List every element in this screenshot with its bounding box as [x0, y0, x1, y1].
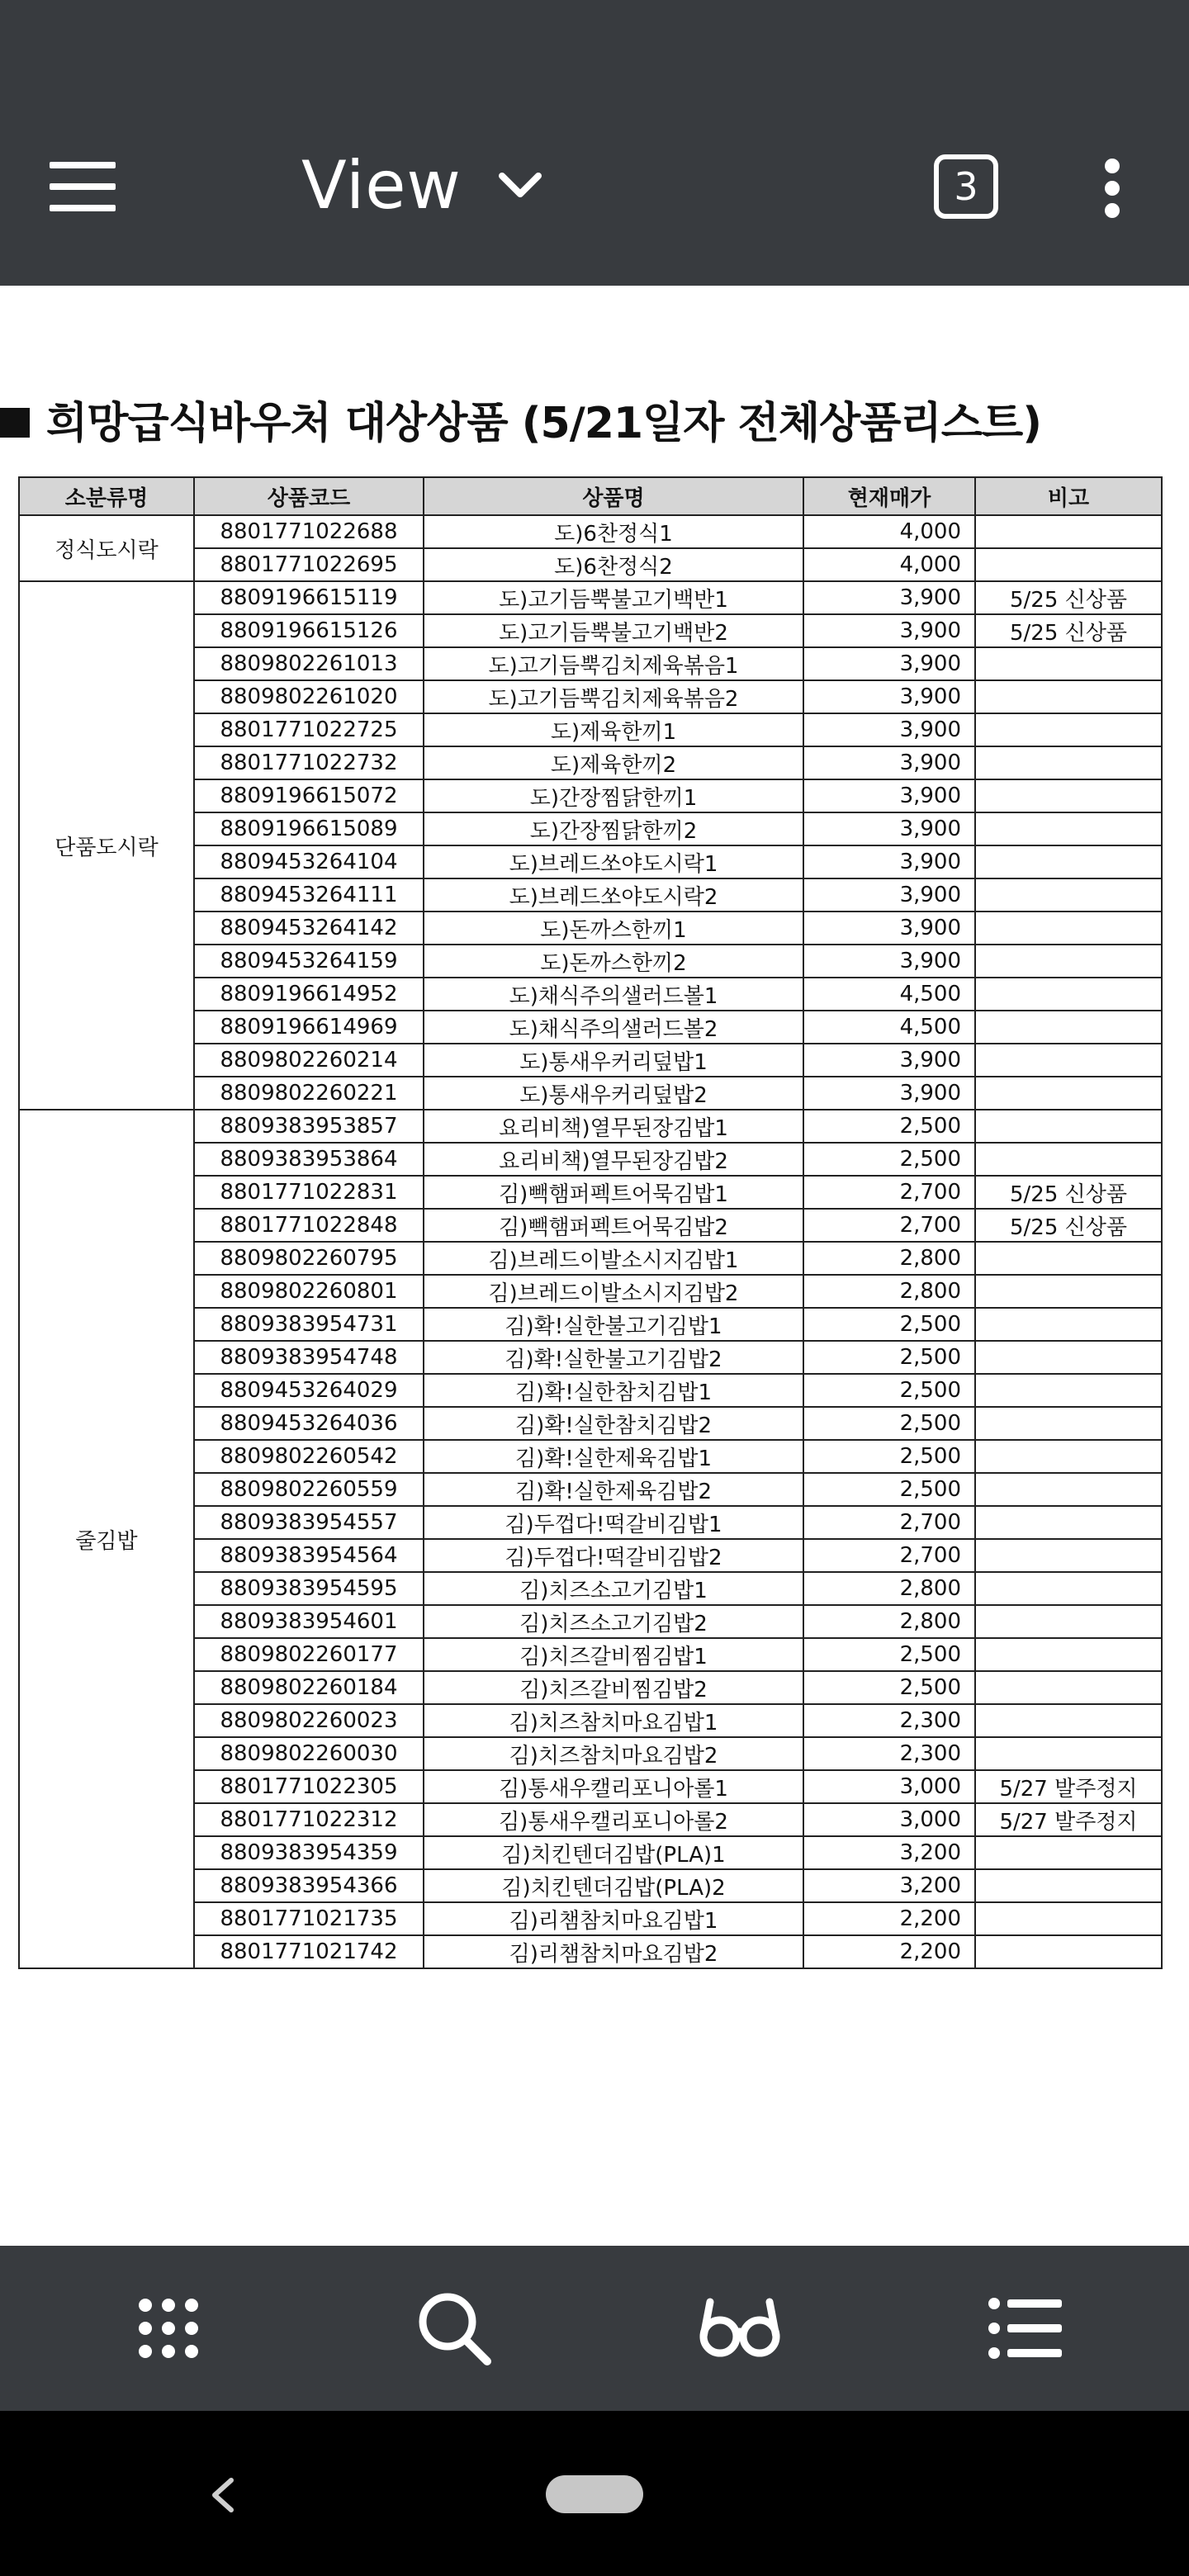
price-cell: 3,900 [803, 746, 975, 779]
name-cell: 김)확!실한제육김밥1 [424, 1440, 803, 1473]
note-cell [975, 978, 1162, 1011]
code-cell: 8801771022312 [194, 1803, 424, 1836]
price-cell: 3,200 [803, 1869, 975, 1902]
code-cell: 8809802260221 [194, 1077, 424, 1110]
code-cell: 8801771022725 [194, 713, 424, 746]
note-cell: 5/27 발주정지 [975, 1803, 1162, 1836]
grid-icon[interactable] [126, 2285, 211, 2371]
name-cell: 도)간장찜닭한끼2 [424, 812, 803, 845]
table-header-row [19, 477, 1162, 515]
note-cell [975, 1011, 1162, 1044]
note-cell [975, 515, 1162, 548]
price-cell: 4,000 [803, 548, 975, 581]
price-cell: 2,800 [803, 1605, 975, 1638]
table-row [19, 581, 1162, 614]
price-cell: 2,700 [803, 1209, 975, 1242]
note-cell [975, 1506, 1162, 1539]
note-cell [975, 1077, 1162, 1110]
code-cell: 8809453264159 [194, 945, 424, 978]
app-bar [0, 0, 1189, 286]
name-cell: 김)치즈참치마요김밥2 [424, 1737, 803, 1770]
code-cell: 8809453264104 [194, 845, 424, 878]
price-cell: 2,500 [803, 1638, 975, 1671]
code-cell: 8809802260214 [194, 1044, 424, 1077]
price-cell: 2,500 [803, 1473, 975, 1506]
price-cell: 2,300 [803, 1737, 975, 1770]
note-cell [975, 1572, 1162, 1605]
category-cell: 정식도시락 [19, 515, 194, 581]
chevron-down-icon[interactable] [495, 169, 545, 202]
bottom-toolbar [0, 2246, 1189, 2411]
name-cell: 김)빽햄퍼펙트어묵김밥1 [424, 1176, 803, 1209]
name-cell: 김)치즈참치마요김밥1 [424, 1704, 803, 1737]
code-cell: 8809196615072 [194, 779, 424, 812]
note-cell [975, 945, 1162, 978]
note-cell [975, 1473, 1162, 1506]
note-cell: 5/25 신상품 [975, 581, 1162, 614]
code-cell: 8809383954366 [194, 1869, 424, 1902]
name-cell: 요리비책)열무된장김밥1 [424, 1110, 803, 1143]
price-cell: 4,500 [803, 978, 975, 1011]
name-cell: 김)리챔참치마요김밥1 [424, 1902, 803, 1935]
note-cell [975, 548, 1162, 581]
price-cell: 3,000 [803, 1770, 975, 1803]
price-cell: 3,900 [803, 680, 975, 713]
name-cell: 도)제육한끼2 [424, 746, 803, 779]
search-icon[interactable] [411, 2285, 497, 2371]
back-icon[interactable] [206, 2477, 239, 2513]
name-cell: 도)고기듬뿍불고기백반1 [424, 581, 803, 614]
name-cell: 김)통새우캘리포니아롤1 [424, 1770, 803, 1803]
name-cell: 도)통새우커리덮밥2 [424, 1077, 803, 1110]
code-cell: 8809802260542 [194, 1440, 424, 1473]
price-cell: 3,900 [803, 945, 975, 978]
code-cell: 8809802261020 [194, 680, 424, 713]
code-cell: 8801771022305 [194, 1770, 424, 1803]
price-cell: 3,900 [803, 779, 975, 812]
note-cell: 5/25 신상품 [975, 1176, 1162, 1209]
price-cell: 4,000 [803, 515, 975, 548]
code-cell: 8809802260030 [194, 1737, 424, 1770]
name-cell: 김)확!실한참치김밥1 [424, 1374, 803, 1407]
table-row [19, 1110, 1162, 1143]
table-row [19, 515, 1162, 548]
code-cell: 8801771022848 [194, 1209, 424, 1242]
code-cell: 8809802260559 [194, 1473, 424, 1506]
square-bullet-icon [0, 408, 30, 438]
col-header-name: 상품명 [424, 477, 803, 515]
note-cell [975, 647, 1162, 680]
name-cell: 김)치킨텐더김밥(PLA)2 [424, 1869, 803, 1902]
name-cell: 김)확!실한참치김밥2 [424, 1407, 803, 1440]
code-cell: 8801771022688 [194, 515, 424, 548]
code-cell: 8809383953864 [194, 1143, 424, 1176]
code-cell: 8801771022732 [194, 746, 424, 779]
name-cell: 도)통새우커리덮밥1 [424, 1044, 803, 1077]
code-cell: 8801771022831 [194, 1176, 424, 1209]
note-cell [975, 746, 1162, 779]
price-cell: 2,500 [803, 1440, 975, 1473]
code-cell: 8809802260801 [194, 1275, 424, 1308]
price-cell: 4,500 [803, 1011, 975, 1044]
price-cell: 2,500 [803, 1407, 975, 1440]
name-cell: 김)통새우캘리포니아롤2 [424, 1803, 803, 1836]
code-cell: 8801771021735 [194, 1902, 424, 1935]
code-cell: 8809383954601 [194, 1605, 424, 1638]
note-cell [975, 1671, 1162, 1704]
price-cell: 2,500 [803, 1143, 975, 1176]
name-cell: 도)브레드쏘야도시락2 [424, 878, 803, 912]
price-cell: 2,300 [803, 1704, 975, 1737]
code-cell: 8809196615089 [194, 812, 424, 845]
menu-icon[interactable] [50, 162, 116, 211]
code-cell: 8809453264111 [194, 878, 424, 912]
name-cell: 김)치즈소고기김밥2 [424, 1605, 803, 1638]
name-cell: 김)치킨텐더김밥(PLA)1 [424, 1836, 803, 1869]
price-cell: 3,200 [803, 1836, 975, 1869]
name-cell: 도)채식주의샐러드볼1 [424, 978, 803, 1011]
name-cell: 도)돈까스한끼1 [424, 912, 803, 945]
product-table [18, 476, 1163, 1969]
note-cell [975, 878, 1162, 912]
code-cell: 8809802260177 [194, 1638, 424, 1671]
code-cell: 8809196614952 [194, 978, 424, 1011]
code-cell: 8809383954359 [194, 1836, 424, 1869]
price-cell: 2,500 [803, 1308, 975, 1341]
code-cell: 8809453264029 [194, 1374, 424, 1407]
name-cell: 도)고기듬뿍김치제육볶음1 [424, 647, 803, 680]
price-cell: 2,700 [803, 1176, 975, 1209]
note-cell [975, 1869, 1162, 1902]
note-cell [975, 912, 1162, 945]
price-cell: 2,500 [803, 1341, 975, 1374]
page-count-button[interactable]: 3 [934, 154, 998, 219]
note-cell [975, 812, 1162, 845]
price-cell: 3,900 [803, 713, 975, 746]
document-title-text: 희망급식바우처 대상상품 (5/21일자 전체상품리스트) [46, 399, 1042, 448]
name-cell: 도)브레드쏘야도시락1 [424, 845, 803, 878]
price-cell: 3,900 [803, 1077, 975, 1110]
price-cell: 3,900 [803, 845, 975, 878]
code-cell: 8809196614969 [194, 1011, 424, 1044]
code-cell: 8809453264142 [194, 912, 424, 945]
name-cell: 김)확!실한불고기김밥1 [424, 1308, 803, 1341]
code-cell: 8809383954557 [194, 1506, 424, 1539]
note-cell [975, 1704, 1162, 1737]
price-cell: 2,500 [803, 1374, 975, 1407]
note-cell [975, 1374, 1162, 1407]
price-cell: 2,800 [803, 1242, 975, 1275]
price-cell: 2,700 [803, 1506, 975, 1539]
price-cell: 3,900 [803, 812, 975, 845]
note-cell [975, 1242, 1162, 1275]
note-cell [975, 1440, 1162, 1473]
name-cell: 김)치즈갈비찜김밥2 [424, 1671, 803, 1704]
price-cell: 3,900 [803, 878, 975, 912]
price-cell: 3,900 [803, 1044, 975, 1077]
code-cell: 8801771021742 [194, 1935, 424, 1968]
note-cell: 5/27 발주정지 [975, 1770, 1162, 1803]
note-cell [975, 713, 1162, 746]
code-cell: 8809802260023 [194, 1704, 424, 1737]
code-cell: 8809383954595 [194, 1572, 424, 1605]
glasses-icon[interactable] [697, 2285, 783, 2371]
more-options-icon[interactable] [1098, 159, 1128, 218]
price-cell: 2,200 [803, 1935, 975, 1968]
note-cell [975, 845, 1162, 878]
col-header-note: 비고 [975, 477, 1162, 515]
name-cell: 도)채식주의샐러드볼2 [424, 1011, 803, 1044]
price-cell: 2,700 [803, 1539, 975, 1572]
price-cell: 2,500 [803, 1671, 975, 1704]
name-cell: 김)확!실한제육김밥2 [424, 1473, 803, 1506]
note-cell: 5/25 신상품 [975, 1209, 1162, 1242]
name-cell: 도)6찬정식2 [424, 548, 803, 581]
code-cell: 8809383954731 [194, 1308, 424, 1341]
price-cell: 3,000 [803, 1803, 975, 1836]
note-cell [975, 1605, 1162, 1638]
note-cell [975, 1143, 1162, 1176]
name-cell: 김)확!실한불고기김밥2 [424, 1341, 803, 1374]
note-cell [975, 1935, 1162, 1968]
note-cell [975, 1638, 1162, 1671]
name-cell: 김)브레드이발소시지김밥2 [424, 1275, 803, 1308]
home-button[interactable] [546, 2475, 643, 2513]
price-cell: 2,200 [803, 1902, 975, 1935]
code-cell: 8809383953857 [194, 1110, 424, 1143]
code-cell: 8809383954564 [194, 1539, 424, 1572]
price-cell: 3,900 [803, 647, 975, 680]
note-cell [975, 1110, 1162, 1143]
code-cell: 8809802261013 [194, 647, 424, 680]
category-cell: 줄김밥 [19, 1110, 194, 1968]
name-cell: 도)돈까스한끼2 [424, 945, 803, 978]
col-header-category: 소분류명 [19, 477, 194, 515]
code-cell: 8809383954748 [194, 1341, 424, 1374]
price-cell: 3,900 [803, 581, 975, 614]
name-cell: 김)리챔참치마요김밥2 [424, 1935, 803, 1968]
note-cell [975, 1308, 1162, 1341]
category-cell: 단품도시락 [19, 581, 194, 1110]
name-cell: 도)제육한끼1 [424, 713, 803, 746]
name-cell: 김)두껍다!떡갈비김밥2 [424, 1539, 803, 1572]
note-cell [975, 779, 1162, 812]
note-cell [975, 1341, 1162, 1374]
document-title [0, 388, 1041, 450]
name-cell: 도)간장찜닭한끼1 [424, 779, 803, 812]
code-cell: 8801771022695 [194, 548, 424, 581]
note-cell [975, 1836, 1162, 1869]
note-cell [975, 1737, 1162, 1770]
name-cell: 김)치즈소고기김밥1 [424, 1572, 803, 1605]
col-header-price: 현재매가 [803, 477, 975, 515]
note-cell [975, 1539, 1162, 1572]
name-cell: 도)6찬정식1 [424, 515, 803, 548]
col-header-code: 상품코드 [194, 477, 424, 515]
code-cell: 8809453264036 [194, 1407, 424, 1440]
name-cell: 김)치즈갈비찜김밥1 [424, 1638, 803, 1671]
note-cell [975, 1902, 1162, 1935]
note-cell [975, 1275, 1162, 1308]
name-cell: 도)고기듬뿍김치제육볶음2 [424, 680, 803, 713]
price-cell: 2,500 [803, 1110, 975, 1143]
list-icon[interactable] [983, 2285, 1068, 2371]
note-cell [975, 1407, 1162, 1440]
note-cell [975, 680, 1162, 713]
code-cell: 8809196615119 [194, 581, 424, 614]
code-cell: 8809802260184 [194, 1671, 424, 1704]
name-cell: 요리비책)열무된장김밥2 [424, 1143, 803, 1176]
price-cell: 3,900 [803, 912, 975, 945]
note-cell [975, 1044, 1162, 1077]
product-table-body [19, 515, 1162, 1968]
price-cell: 2,800 [803, 1275, 975, 1308]
name-cell: 도)고기듬뿍불고기백반2 [424, 614, 803, 647]
name-cell: 김)빽햄퍼펙트어묵김밥2 [424, 1209, 803, 1242]
code-cell: 8809196615126 [194, 614, 424, 647]
name-cell: 김)두껍다!떡갈비김밥1 [424, 1506, 803, 1539]
name-cell: 김)브레드이발소시지김밥1 [424, 1242, 803, 1275]
code-cell: 8809802260795 [194, 1242, 424, 1275]
view-mode-title[interactable]: View [301, 147, 462, 224]
price-cell: 3,900 [803, 614, 975, 647]
price-cell: 2,800 [803, 1572, 975, 1605]
note-cell: 5/25 신상품 [975, 614, 1162, 647]
